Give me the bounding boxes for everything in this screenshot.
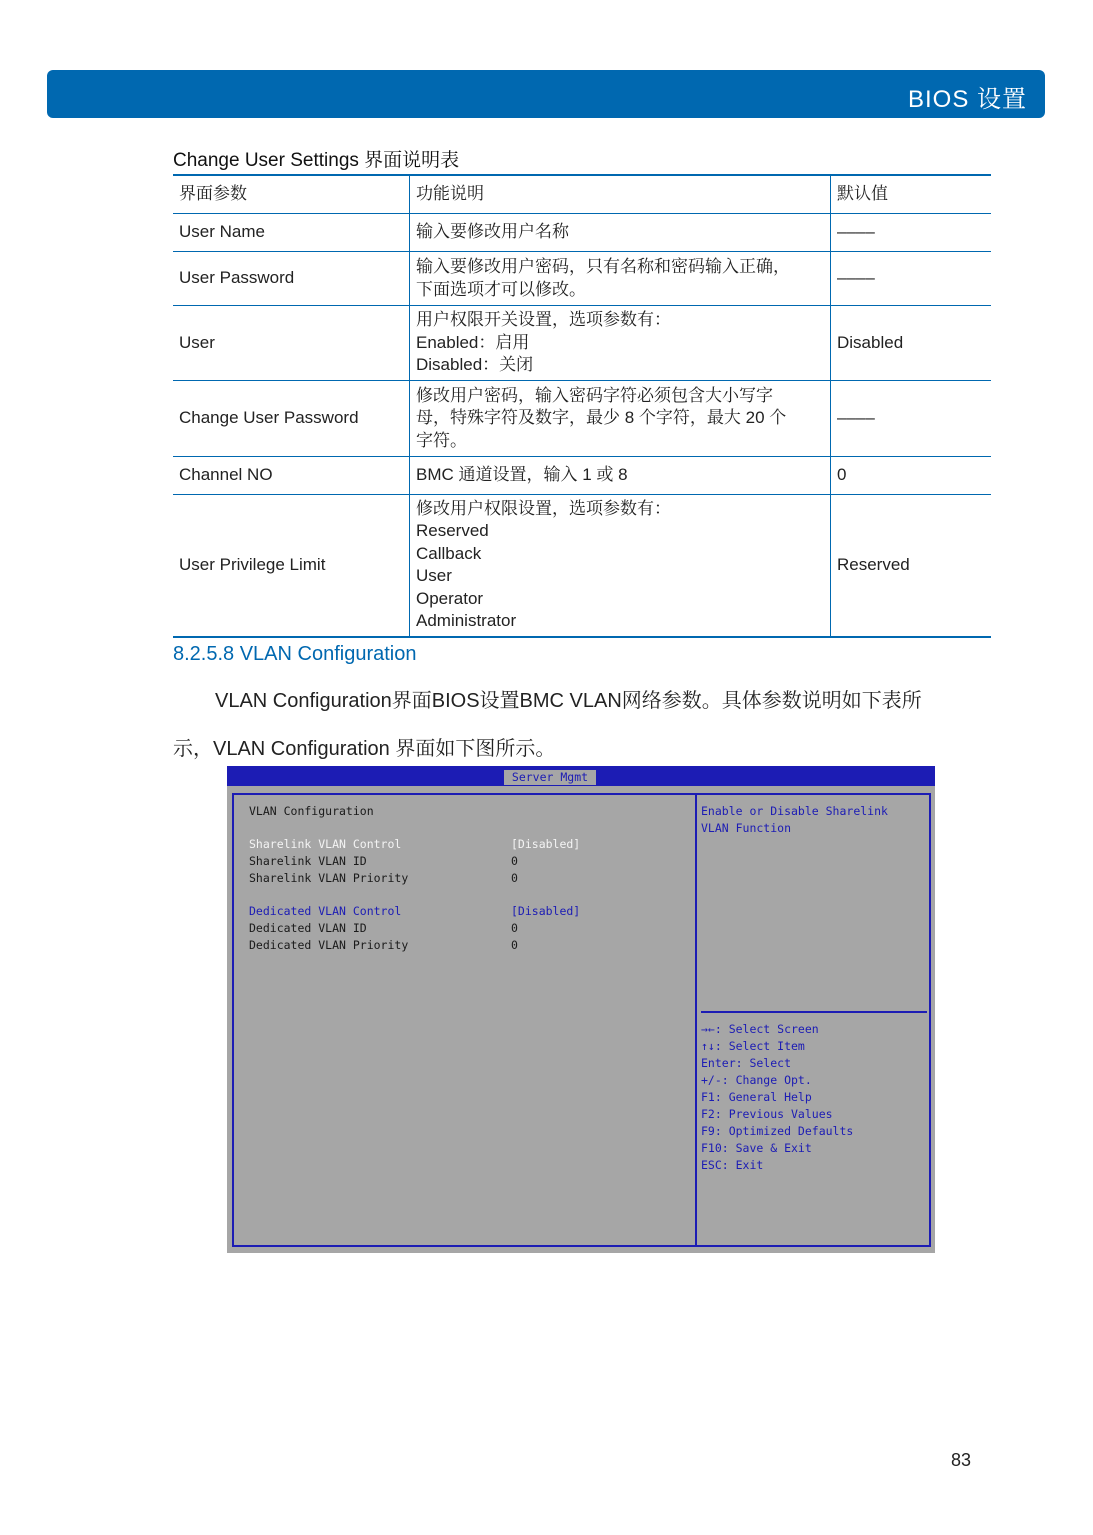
bios-key-hint: +/-: Change Opt. [701, 1073, 812, 1087]
desc-cell [410, 457, 831, 495]
desc-line: BMC 通道设置，输入 1 或 8 [416, 465, 628, 485]
bios-item-label[interactable]: Dedicated VLAN ID [249, 921, 367, 935]
desc-line: 用户权限开关设置，选项参数有： [416, 310, 671, 330]
desc-cell [410, 252, 831, 306]
bios-divider [695, 793, 697, 1247]
settings-table [173, 174, 991, 638]
table-row [173, 495, 991, 637]
desc-line: Disabled：关闭 [416, 355, 534, 375]
table-row [173, 306, 991, 381]
header-title: BIOS 设置 [907, 86, 1027, 113]
desc-line: 母，特殊字符及数字，最少 8 个字符，最大 20 个 [416, 408, 787, 428]
desc-line: 下面选项才可以修改。 [416, 279, 586, 299]
desc-line: Reserved [416, 521, 489, 541]
header-banner [47, 70, 1045, 118]
bios-key-hint: F10: Save & Exit [701, 1141, 812, 1155]
default-cell: 0 [831, 457, 992, 495]
desc-line: 修改用户权限设置，选项参数有： [416, 498, 671, 518]
page-number: 83 [951, 1450, 972, 1470]
table-row [173, 457, 991, 495]
desc-line: Enabled：启用 [416, 332, 530, 352]
desc-cell [410, 381, 831, 457]
desc-line: Callback [416, 543, 482, 563]
default-cell: –––– [831, 381, 992, 457]
bios-item-label[interactable]: Sharelink VLAN ID [249, 854, 367, 868]
table-caption: Change User Settings 界面说明表 [173, 150, 460, 171]
bios-item-label[interactable]: Dedicated VLAN Priority [249, 938, 409, 952]
desc-line: Operator [416, 588, 484, 608]
param-cell: User Name [173, 214, 410, 252]
bios-item-label[interactable]: Dedicated VLAN Control [249, 904, 402, 918]
bios-key-hint: F9: Optimized Defaults [701, 1124, 854, 1138]
section-paragraph [173, 677, 991, 773]
bios-screenshot [227, 766, 935, 1253]
bios-item-value[interactable]: [Disabled] [511, 837, 581, 851]
bios-key-hint: Enter: Select [701, 1056, 792, 1070]
bios-key-hint: F2: Previous Values [701, 1107, 833, 1121]
desc-line: 修改用户密码，输入密码字符必须包含大小写字 [416, 385, 773, 405]
desc-cell [410, 495, 831, 637]
paragraph-line: 示，VLAN Configuration 界面如下图所示。 [173, 738, 556, 760]
default-cell: Reserved [831, 495, 992, 637]
desc-cell [410, 306, 831, 381]
param-cell: User Privilege Limit [173, 495, 410, 637]
desc-line: 输入要修改用户密码，只有名称和密码输入正确， [416, 257, 790, 276]
bios-item-value[interactable]: 0 [511, 921, 518, 935]
default-cell: –––– [831, 214, 992, 252]
table-row [173, 214, 991, 252]
default-cell: –––– [831, 252, 992, 306]
bios-tab-server-mgmt[interactable]: Server Mgmt [504, 770, 596, 785]
bios-item-value[interactable]: 0 [511, 854, 518, 868]
header-desc: 功能说明 [410, 175, 831, 214]
bios-item-value[interactable]: [Disabled] [511, 904, 581, 918]
paragraph-line: VLAN Configuration界面BIOS设置BMC VLAN网络参数。具体参数说明如下表所 [215, 690, 922, 712]
bios-key-hint: F1: General Help [701, 1090, 812, 1104]
bios-heading: VLAN Configuration [249, 804, 374, 818]
param-cell: Change User Password [173, 381, 410, 457]
table-header-row [173, 175, 991, 214]
table-row [173, 381, 991, 457]
bios-key-hint: ESC: Exit [701, 1158, 764, 1172]
bios-help-text: VLAN Function [701, 821, 792, 835]
desc-line: User [416, 566, 452, 586]
bios-item-label[interactable]: Sharelink VLAN Control [249, 837, 402, 851]
bios-help-text: Enable or Disable Sharelink [701, 804, 888, 818]
default-cell: Disabled [831, 306, 992, 381]
bios-key-hint: ↑↓: Select Item [701, 1039, 805, 1053]
param-cell: Channel NO [173, 457, 410, 495]
table-row [173, 252, 991, 306]
bios-item-value[interactable]: 0 [511, 938, 518, 952]
header-default: 默认值 [831, 175, 992, 214]
desc-line: 输入要修改用户名称 [416, 222, 569, 242]
desc-line: 字符。 [416, 430, 467, 450]
desc-cell [410, 214, 831, 252]
param-cell: User Password [173, 252, 410, 306]
desc-line: Administrator [416, 611, 517, 631]
bios-key-hint: →←: Select Screen [701, 1022, 819, 1036]
header-param: 界面参数 [173, 175, 410, 214]
bios-item-label[interactable]: Sharelink VLAN Priority [249, 871, 409, 885]
param-cell: User [173, 306, 410, 381]
bios-item-value[interactable]: 0 [511, 871, 518, 885]
bios-help-separator [701, 1011, 927, 1013]
section-title: 8.2.5.8 VLAN Configuration [173, 643, 417, 665]
